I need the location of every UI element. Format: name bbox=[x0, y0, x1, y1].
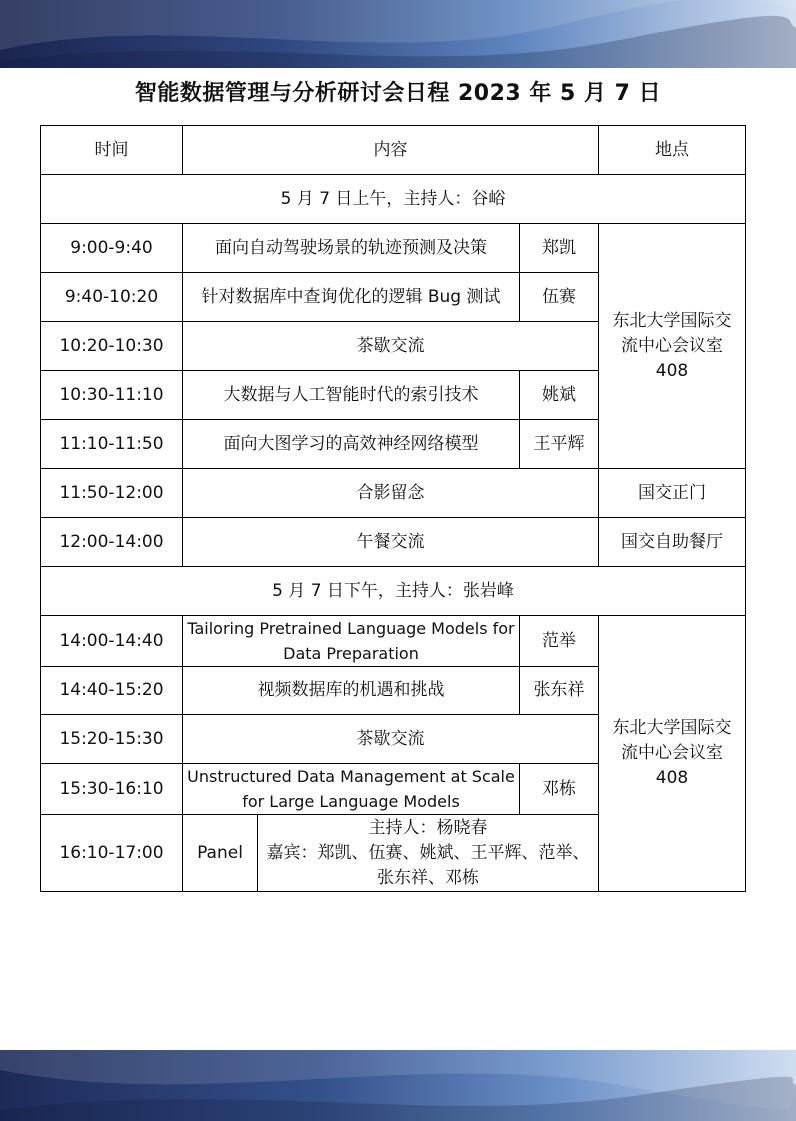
session-topic: 茶歇交流 bbox=[183, 715, 599, 764]
afternoon-section-row bbox=[41, 567, 746, 616]
session-topic: 午餐交流 bbox=[183, 518, 599, 567]
header-time: 时间 bbox=[41, 126, 183, 175]
header-banner bbox=[0, 0, 796, 68]
session-speaker: 张东祥 bbox=[520, 667, 599, 715]
session-time: 11:50-12:00 bbox=[41, 469, 183, 518]
session-speaker: 伍赛 bbox=[520, 273, 599, 322]
session-topic: 面向自动驾驶场景的轨迹预测及决策 bbox=[183, 224, 520, 273]
session-time: 10:20-10:30 bbox=[41, 322, 183, 371]
header-location: 地点 bbox=[599, 126, 746, 175]
table-row bbox=[41, 616, 746, 667]
morning-section-label: 5 月 7 日上午，主持人：谷峪 bbox=[41, 175, 746, 224]
session-topic: Unstructured Data Management at Scale for Large Language Models bbox=[183, 764, 520, 815]
session-speaker: 郑凯 bbox=[520, 224, 599, 273]
header-content: 内容 bbox=[183, 126, 599, 175]
session-speaker: 范举 bbox=[520, 616, 599, 667]
session-time: 10:30-11:10 bbox=[41, 371, 183, 420]
session-topic: 视频数据库的机遇和挑战 bbox=[183, 667, 520, 715]
table-row bbox=[41, 518, 746, 567]
session-location: 国交正门 bbox=[599, 469, 746, 518]
session-location: 国交自助餐厅 bbox=[599, 518, 746, 567]
session-topic: 茶歇交流 bbox=[183, 322, 599, 371]
session-topic: 合影留念 bbox=[183, 469, 599, 518]
afternoon-location: 东北大学国际交流中心会议室408 bbox=[599, 616, 746, 892]
session-time: 9:40-10:20 bbox=[41, 273, 183, 322]
session-time: 11:10-11:50 bbox=[41, 420, 183, 469]
morning-location: 东北大学国际交流中心会议室408 bbox=[599, 224, 746, 469]
session-time: 9:00-9:40 bbox=[41, 224, 183, 273]
session-topic: Tailoring Pretrained Language Models for Data Preparation bbox=[183, 616, 520, 667]
panel-host: 主持人：杨晓春 bbox=[368, 817, 488, 838]
panel-label: Panel bbox=[183, 815, 258, 892]
footer-banner-graphic bbox=[0, 1050, 796, 1121]
table-row bbox=[41, 469, 746, 518]
morning-section-row bbox=[41, 175, 746, 224]
session-topic: 大数据与人工智能时代的索引技术 bbox=[183, 371, 520, 420]
session-time: 15:20-15:30 bbox=[41, 715, 183, 764]
session-topic: 针对数据库中查询优化的逻辑 Bug 测试 bbox=[183, 273, 520, 322]
session-speaker: 王平辉 bbox=[520, 420, 599, 469]
session-topic: 面向大图学习的高效神经网络模型 bbox=[183, 420, 520, 469]
schedule-table bbox=[40, 125, 746, 892]
session-speaker: 姚斌 bbox=[520, 371, 599, 420]
header-banner-graphic bbox=[0, 0, 796, 68]
session-speaker: 邓栋 bbox=[520, 764, 599, 815]
session-time: 14:40-15:20 bbox=[41, 667, 183, 715]
footer-banner bbox=[0, 1050, 796, 1121]
session-time: 14:00-14:40 bbox=[41, 616, 183, 667]
afternoon-section-label: 5 月 7 日下午，主持人：张岩峰 bbox=[41, 567, 746, 616]
session-time: 15:30-16:10 bbox=[41, 764, 183, 815]
table-row bbox=[41, 224, 746, 273]
panel-details bbox=[258, 815, 599, 892]
panel-guests: 嘉宾：郑凯、伍赛、姚斌、王平辉、范举、张东祥、邓栋 bbox=[266, 842, 590, 888]
header-row bbox=[41, 126, 746, 175]
session-time: 12:00-14:00 bbox=[41, 518, 183, 567]
page-title: 智能数据管理与分析研讨会日程 2023 年 5 月 7 日 bbox=[134, 81, 662, 106]
session-time: 16:10-17:00 bbox=[41, 815, 183, 892]
